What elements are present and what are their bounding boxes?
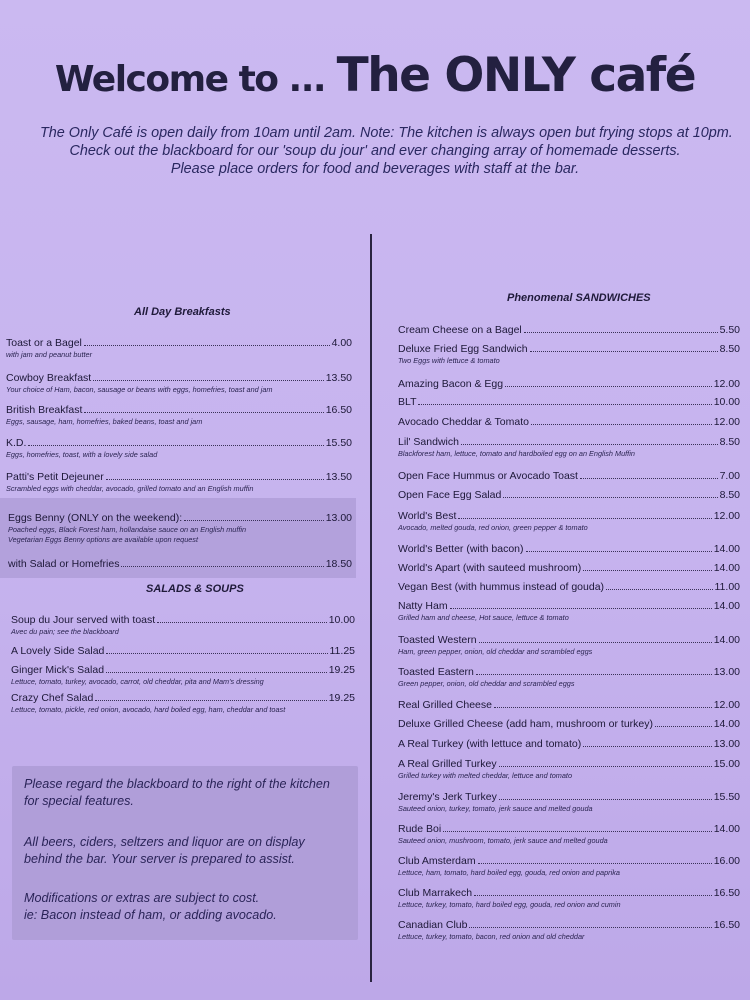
item-description: Eggs, sausage, ham, homefries, baked beans, toast and jam bbox=[6, 417, 203, 426]
item-price: 13.50 bbox=[325, 372, 352, 384]
item-description: Lettuce, tomato, turkey, avocado, carrot, old cheddar, pita and Mam's dressing bbox=[11, 677, 264, 686]
menu-item bbox=[398, 416, 740, 428]
title-cafe-name: The ONLY café bbox=[336, 48, 696, 103]
item-price: 14.00 bbox=[713, 562, 740, 574]
item-name: Natty Ham bbox=[398, 600, 448, 612]
menu-item bbox=[398, 855, 740, 877]
menu-item bbox=[6, 372, 352, 394]
menu-item bbox=[11, 692, 355, 714]
item-price: 13.50 bbox=[325, 471, 352, 483]
info-line: Modifications or extras are subject to cost. bbox=[24, 891, 260, 905]
item-name: Toasted Eastern bbox=[398, 666, 474, 678]
item-description: Green pepper, onion, old cheddar and scrambled eggs bbox=[398, 679, 575, 688]
item-name: Eggs Benny (ONLY on the weekend): bbox=[8, 512, 183, 524]
menu-item bbox=[398, 343, 740, 365]
menu-item bbox=[398, 562, 740, 574]
menu-item bbox=[398, 324, 740, 336]
section-heading-breakfasts: All Day Breakfasts bbox=[134, 306, 231, 318]
menu-item bbox=[398, 543, 740, 555]
item-price: 4.00 bbox=[331, 337, 352, 349]
menu-item bbox=[398, 699, 740, 711]
item-description: with jam and peanut butter bbox=[6, 350, 92, 359]
item-name: Deluxe Fried Egg Sandwich bbox=[398, 343, 528, 355]
item-price: 8.50 bbox=[719, 436, 740, 448]
menu-item bbox=[398, 600, 740, 622]
item-description: Scrambled eggs with cheddar, avocado, grilled tomato and an English muffin bbox=[6, 484, 254, 493]
item-price: 5.50 bbox=[719, 324, 740, 336]
item-name: Avocado Cheddar & Tomato bbox=[398, 416, 529, 428]
item-price: 18.50 bbox=[325, 558, 352, 570]
menu-item bbox=[6, 404, 352, 426]
intro-text bbox=[40, 124, 733, 178]
item-name: Rude Boi bbox=[398, 823, 442, 835]
item-description: Your choice of Ham, bacon, sausage or beans with eggs, homefries, toast and jam bbox=[6, 385, 273, 394]
item-name: World's Apart (with sauteed mushroom) bbox=[398, 562, 582, 574]
item-description: Ham, green pepper, onion, old cheddar and scrambled eggs bbox=[398, 647, 593, 656]
item-price: 13.00 bbox=[325, 512, 352, 524]
item-name: Real Grilled Cheese bbox=[398, 699, 492, 711]
item-name: Open Face Egg Salad bbox=[398, 489, 502, 501]
item-price: 8.50 bbox=[719, 489, 740, 501]
menu-item bbox=[11, 645, 355, 657]
item-name: Open Face Hummus or Avocado Toast bbox=[398, 470, 578, 482]
item-name: A Lovely Side Salad bbox=[11, 645, 105, 657]
item-description: Avec du pain; see the blackboard bbox=[11, 627, 119, 636]
item-name: Amazing Bacon & Egg bbox=[398, 378, 504, 390]
item-price: 12.00 bbox=[713, 378, 740, 390]
menu-item bbox=[398, 634, 740, 656]
item-name: BLT bbox=[398, 396, 417, 408]
menu-item bbox=[398, 718, 740, 730]
item-name: Canadian Club bbox=[398, 919, 468, 931]
info-line: All beers, ciders, seltzers and liquor are on display bbox=[24, 835, 305, 849]
item-name: with Salad or Homefries bbox=[8, 558, 120, 570]
item-price: 14.00 bbox=[713, 823, 740, 835]
item-price: 16.50 bbox=[713, 887, 740, 899]
info-line: Please regard the blackboard to the right of the kitchen bbox=[24, 777, 330, 791]
item-price: 8.50 bbox=[719, 343, 740, 355]
item-price: 12.00 bbox=[713, 699, 740, 711]
item-description: Grilled ham and cheese, Hot sauce, lettuce & tomato bbox=[398, 613, 569, 622]
item-price: 15.50 bbox=[325, 437, 352, 449]
menu-item bbox=[398, 791, 740, 813]
menu-item bbox=[398, 738, 740, 750]
menu-item bbox=[6, 437, 352, 459]
menu-item bbox=[398, 510, 740, 532]
item-name: Jeremy's Jerk Turkey bbox=[398, 791, 497, 803]
menu-item bbox=[398, 919, 740, 941]
item-price: 16.50 bbox=[713, 919, 740, 931]
section-heading-salads: SALADS & SOUPS bbox=[146, 583, 244, 595]
item-price: 16.00 bbox=[713, 855, 740, 867]
item-name: A Real Turkey (with lettuce and tomato) bbox=[398, 738, 582, 750]
menu-item bbox=[398, 666, 740, 688]
item-description: Grilled turkey with melted cheddar, lettuce and tomato bbox=[398, 771, 572, 780]
menu-item bbox=[398, 581, 740, 593]
title-welcome: Welcome to ... bbox=[54, 59, 326, 100]
item-description: Eggs, homefries, toast, with a lovely side salad bbox=[6, 450, 158, 459]
item-price: 10.00 bbox=[328, 614, 355, 626]
item-price: 13.00 bbox=[713, 738, 740, 750]
section-heading-sandwiches: Phenomenal SANDWICHES bbox=[507, 292, 651, 304]
item-description: Vegetarian Eggs Benny options are available upon request bbox=[8, 535, 198, 544]
item-price: 19.25 bbox=[328, 664, 355, 676]
menu-item bbox=[398, 378, 740, 390]
item-name: Cowboy Breakfast bbox=[6, 372, 92, 384]
item-name: A Real Grilled Turkey bbox=[398, 758, 497, 770]
column-divider bbox=[370, 234, 372, 982]
item-price: 14.00 bbox=[713, 600, 740, 612]
item-name: Crazy Chef Salad bbox=[11, 692, 94, 704]
intro-line: Please place orders for food and beverages with staff at the bar. bbox=[170, 161, 580, 177]
item-description: Lettuce, turkey, tomato, bacon, red onion and old cheddar bbox=[398, 932, 585, 941]
menu-item bbox=[398, 396, 740, 408]
item-price: 19.25 bbox=[328, 692, 355, 704]
menu-item bbox=[8, 512, 352, 544]
item-name: Lil' Sandwich bbox=[398, 436, 459, 448]
item-name: Club Marrakech bbox=[398, 887, 473, 899]
item-name: Vegan Best (with hummus instead of gouda) bbox=[398, 581, 605, 593]
item-name: Toasted Western bbox=[398, 634, 477, 646]
item-name: Deluxe Grilled Cheese (add ham, mushroom or turkey) bbox=[398, 718, 654, 730]
item-name: Club Amsterdam bbox=[398, 855, 476, 867]
intro-line: The Only Café is open daily from 10am until 2am. Note: The kitchen is always open but frying stops at 10pm. bbox=[40, 125, 733, 141]
item-name: Toast or a Bagel bbox=[6, 337, 82, 349]
menu-item bbox=[11, 664, 355, 686]
item-name: Soup du Jour served with toast bbox=[11, 614, 156, 626]
item-name: World's Best bbox=[398, 510, 457, 522]
info-line: behind the bar. Your server is prepared to assist. bbox=[24, 852, 295, 866]
item-description: Sauteed onion, mushroom, tomato, jerk sauce and melted gouda bbox=[398, 836, 608, 845]
item-description: Avocado, melted gouda, red onion, green pepper & tomato bbox=[398, 523, 588, 532]
item-description: Two Eggs with lettuce & tomato bbox=[398, 356, 500, 365]
info-line: ie: Bacon instead of ham, or adding avocado. bbox=[24, 908, 277, 922]
menu-item bbox=[398, 436, 740, 458]
item-description: Poached eggs, Black Forest ham, hollandaise sauce on an English muffin bbox=[8, 525, 247, 534]
item-price: 7.00 bbox=[719, 470, 740, 482]
menu-item bbox=[398, 489, 740, 501]
menu-item bbox=[398, 887, 740, 909]
item-description: Lettuce, turkey, tomato, hard boiled egg, gouda, red onion and cumin bbox=[398, 900, 621, 909]
item-description: Lettuce, ham, tomato, hard boiled egg, gouda, red onion and paprika bbox=[398, 868, 620, 877]
intro-line: Check out the blackboard for our 'soup du jour' and ever changing array of homemade desserts. bbox=[69, 143, 681, 159]
item-price: 15.00 bbox=[713, 758, 740, 770]
item-description: Blackforest ham, lettuce, tomato and hardboiled egg on an English Muffin bbox=[398, 449, 635, 458]
item-name: Patti's Petit Dejeuner bbox=[6, 471, 104, 483]
menu-item bbox=[398, 823, 740, 845]
menu-item bbox=[6, 337, 352, 359]
item-name: K.D. bbox=[6, 437, 27, 449]
item-price: 15.50 bbox=[713, 791, 740, 803]
menu-item bbox=[8, 558, 352, 570]
info-line: for special features. bbox=[24, 794, 134, 808]
item-price: 14.00 bbox=[713, 634, 740, 646]
menu-item bbox=[398, 758, 740, 780]
menu-item bbox=[398, 470, 740, 482]
item-name: British Breakfast bbox=[6, 404, 83, 416]
item-price: 12.00 bbox=[713, 416, 740, 428]
item-price: 13.00 bbox=[713, 666, 740, 678]
item-description: Sauteed onion, turkey, tomato, jerk sauce and melted gouda bbox=[398, 804, 593, 813]
item-price: 11.00 bbox=[714, 581, 740, 593]
page-title bbox=[0, 48, 750, 103]
item-name: Cream Cheese on a Bagel bbox=[398, 324, 522, 336]
menu-item bbox=[6, 471, 352, 493]
item-price: 14.00 bbox=[713, 543, 740, 555]
item-name: Ginger Mick's Salad bbox=[11, 664, 105, 676]
item-description: Lettuce, tomato, pickle, red onion, avocado, hard boiled egg, ham, cheddar and toast bbox=[11, 705, 286, 714]
item-price: 10.00 bbox=[713, 396, 740, 408]
menu-item bbox=[11, 614, 355, 636]
item-price: 16.50 bbox=[325, 404, 352, 416]
item-price: 12.00 bbox=[713, 510, 740, 522]
item-name: World's Better (with bacon) bbox=[398, 543, 524, 555]
item-price: 11.25 bbox=[329, 645, 355, 657]
item-price: 14.00 bbox=[713, 718, 740, 730]
